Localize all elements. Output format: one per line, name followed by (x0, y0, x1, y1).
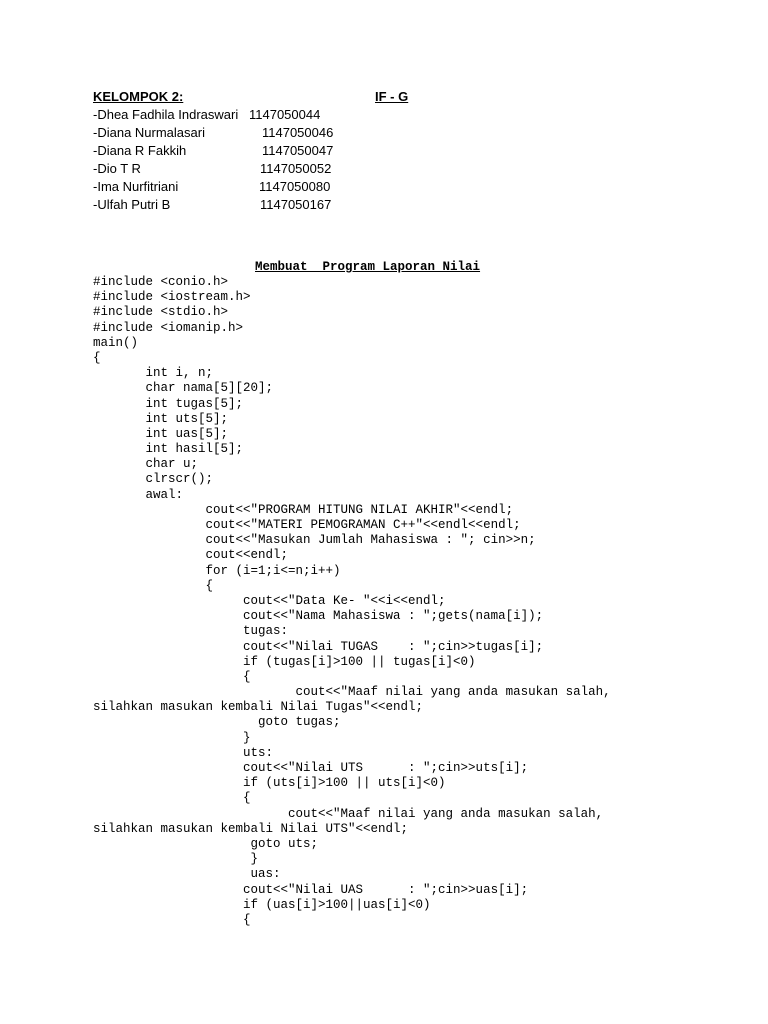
code-line: #include <iomanip.h> (93, 320, 244, 335)
code-line: } (93, 730, 251, 745)
code-line: { (93, 791, 251, 806)
code-line: { (93, 578, 214, 593)
member-row (93, 106, 493, 124)
code-line: uas: (93, 867, 281, 882)
code-line: #include <conio.h> (93, 275, 229, 289)
code-line: if (tugas[i]>100 || tugas[i]<0) (93, 654, 476, 669)
code-line: tugas: (93, 624, 289, 639)
code-line: #include <iostream.h> (93, 290, 251, 305)
code-line: cout<<"Nilai UTS : ";cin>>uts[i]; (93, 761, 529, 775)
code-line: clrscr(); (93, 472, 214, 487)
code-line: { (93, 350, 101, 365)
code-line: cout<<"Nilai UAS : ";cin>>uas[i]; (93, 882, 529, 897)
code-line: if (uas[i]>100||uas[i]<0) (93, 897, 431, 912)
code-line: cout<<"Masukan Jumlah Mahasiswa : "; cin>>n; (93, 533, 536, 548)
group-header (93, 88, 493, 214)
code-line: int tugas[5]; (93, 396, 244, 411)
member-name: -Dio T R (93, 161, 141, 176)
code-line: goto tugas; (93, 715, 341, 730)
code-line: cout<<"MATERI PEMOGRAMAN C++"<<endl<<endl; (93, 518, 521, 532)
code-line: char nama[5][20]; (93, 381, 274, 396)
code-line: #include <stdio.h> (93, 305, 229, 320)
document-title: Membuat Program Laporan Nilai (255, 260, 481, 274)
group-title-row (93, 88, 493, 106)
member-row (93, 124, 493, 142)
group-label: KELOMPOK 2: (93, 89, 184, 104)
class-label: IF - G (375, 89, 409, 104)
code-line: goto uts; (93, 836, 319, 851)
code-line: } (93, 852, 259, 867)
member-name: -Dhea Fadhila Indraswari (93, 107, 239, 122)
code-line: int hasil[5]; (93, 442, 244, 457)
code-line: cout<<"Data Ke- "<<i<<endl; (93, 593, 446, 608)
code-line: cout<<"Maaf nilai yang anda masukan salah, (93, 806, 604, 821)
member-name: -Ulfah Putri B (93, 197, 171, 212)
code-listing (93, 275, 753, 928)
member-nim: 1147050047 (262, 143, 334, 158)
member-nim: 1147050080 (259, 179, 331, 194)
code-line: cout<<"Nilai TUGAS : ";cin>>tugas[i]; (93, 639, 544, 654)
code-line: main() (93, 335, 139, 350)
member-row (93, 196, 493, 214)
code-line: int i, n; (93, 366, 214, 381)
code-line: int uts[5]; (93, 411, 229, 426)
code-line: silahkan masukan kembali Nilai UTS"<<endl; (93, 821, 409, 836)
member-nim: 1147050052 (260, 161, 332, 176)
member-name: -Ima Nurfitriani (93, 179, 179, 194)
member-row (93, 142, 493, 160)
code-line: { (93, 669, 251, 684)
member-nim: 1147050046 (262, 125, 334, 140)
code-line: cout<<"Maaf nilai yang anda masukan salah, (93, 685, 611, 700)
code-line: awal: (93, 487, 184, 502)
code-line: if (uts[i]>100 || uts[i]<0) (93, 776, 446, 791)
code-line: uts: (93, 745, 274, 760)
member-row (93, 160, 493, 178)
member-name: -Diana Nurmalasari (93, 125, 205, 140)
member-name: -Diana R Fakkih (93, 143, 187, 158)
code-line: silahkan masukan kembali Nilai Tugas"<<endl; (93, 700, 424, 715)
code-line: cout<<"PROGRAM HITUNG NILAI AKHIR"<<endl; (93, 502, 514, 517)
code-line: cout<<"Nama Mahasiswa : ";gets(nama[i]); (93, 609, 544, 624)
member-row (93, 178, 493, 196)
member-nim: 1147050044 (249, 107, 321, 122)
code-line: for (i=1;i<=n;i++) (93, 563, 341, 578)
code-line: cout<<endl; (93, 548, 289, 563)
code-line: char u; (93, 457, 199, 472)
code-line: { (93, 912, 251, 927)
member-nim: 1147050167 (260, 197, 332, 212)
code-line: int uas[5]; (93, 426, 229, 441)
